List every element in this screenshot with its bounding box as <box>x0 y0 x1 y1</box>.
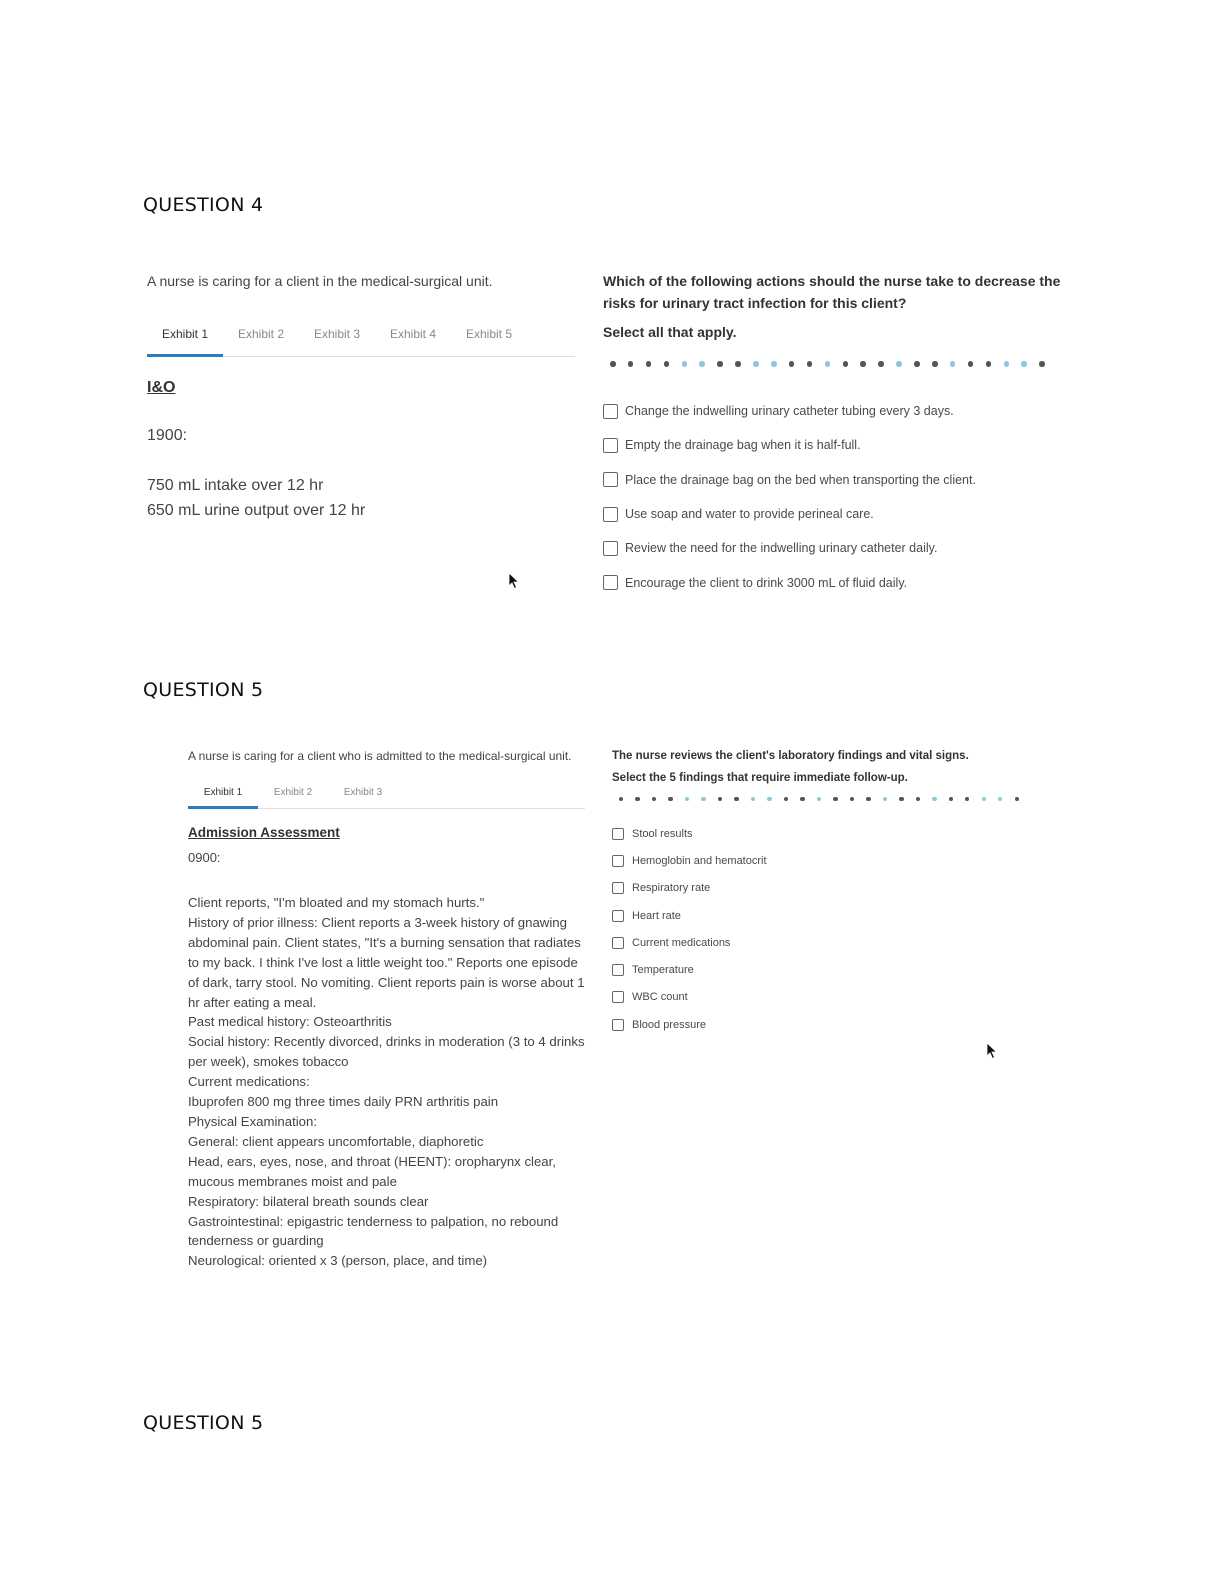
q5-exhibit-line: Client reports, "I'm bloated and my stomach hurts." <box>188 895 485 910</box>
divider-dot <box>866 797 870 801</box>
divider-dot <box>807 361 813 367</box>
divider-dot <box>914 361 920 367</box>
q4-option[interactable] <box>603 463 1073 497</box>
q5-exhibit-lines <box>188 893 585 1271</box>
q5-intro: A nurse is caring for a client who is admitted to the medical-surgical unit. <box>188 749 572 763</box>
q5-option[interactable] <box>612 820 1042 847</box>
divider-dot <box>1021 361 1027 367</box>
option-label: Stool results <box>632 827 693 840</box>
q4-exhibit-lines <box>147 473 575 523</box>
divider-dot <box>878 361 884 367</box>
divider-dot <box>699 361 705 367</box>
q4-tab-exhibit-2[interactable]: Exhibit 2 <box>237 327 285 341</box>
mouse-cursor-icon <box>508 572 520 590</box>
divider-dot <box>767 797 771 801</box>
checkbox[interactable] <box>603 438 618 453</box>
checkbox[interactable] <box>603 472 618 487</box>
q5-option[interactable] <box>612 956 1042 983</box>
q4-option[interactable] <box>603 565 1073 599</box>
divider-dot <box>950 361 956 367</box>
divider-dot <box>753 361 759 367</box>
divider-dot <box>968 361 974 367</box>
divider-dot <box>1004 361 1010 367</box>
q4-exhibit-line: 750 mL intake over 12 hr <box>147 477 324 494</box>
q5-option[interactable] <box>612 902 1042 929</box>
checkbox[interactable] <box>612 855 624 867</box>
checkbox[interactable] <box>612 828 624 840</box>
option-label: Change the indwelling urinary catheter tubing every 3 days. <box>625 404 954 419</box>
q4-option[interactable] <box>603 394 1073 428</box>
divider-dot <box>1015 797 1019 801</box>
q5-option[interactable] <box>612 847 1042 874</box>
q4-option[interactable] <box>603 531 1073 565</box>
divider-dot <box>771 361 777 367</box>
q5-exhibit-tabs <box>188 778 585 809</box>
option-label: Heart rate <box>632 909 681 922</box>
option-label: Place the drainage bag on the bed when transporting the client. <box>625 472 976 487</box>
divider-dot <box>735 361 741 367</box>
q5-exhibit-line: Current medications: <box>188 1074 310 1090</box>
checkbox[interactable] <box>612 910 624 922</box>
divider-dot <box>986 361 992 367</box>
divider-dot <box>619 797 623 801</box>
q5-exhibit-title: Admission Assessment <box>188 825 340 840</box>
q4-intro: A nurse is caring for a client in the medical-surgical unit. <box>147 273 493 289</box>
option-label: Use soap and water to provide perineal care. <box>625 507 874 522</box>
option-label: Encourage the client to drink 3000 mL of fluid daily. <box>625 575 908 590</box>
q4-exhibit-line: 650 mL urine output over 12 hr <box>147 502 366 519</box>
q5-exhibit-line: General: client appears uncomfortable, diaphoretic <box>188 1133 484 1149</box>
q5-option[interactable] <box>612 875 1042 902</box>
q5-exhibit-line: Neurological: oriented x 3 (person, place, and time) <box>188 1253 488 1269</box>
divider-dot <box>664 361 670 367</box>
q4-question-pane <box>603 270 1073 600</box>
q4-exhibit-pane <box>147 270 575 523</box>
q4-exhibit-time: 1900: <box>147 427 188 444</box>
question-4-heading: QUESTION 4 <box>143 194 264 216</box>
divider-dot <box>610 361 616 367</box>
divider-dot <box>668 797 672 801</box>
q5-exhibit-line: Physical Examination: <box>188 1113 318 1129</box>
q5-exhibit-line: Gastrointestinal: epigastric tenderness to palpation, no rebound tenderness or guarding <box>188 1213 559 1249</box>
q5-tab-exhibit-2[interactable]: Exhibit 2 <box>273 787 313 798</box>
checkbox[interactable] <box>603 404 618 419</box>
divider-dot <box>949 797 953 801</box>
divider-dot <box>717 361 723 367</box>
checkbox[interactable] <box>612 882 624 894</box>
q4-exhibit-tabs <box>147 312 575 357</box>
q5-question-stem: The nurse reviews the client's laboratory findings and vital signs. <box>612 750 969 762</box>
q4-option[interactable] <box>603 428 1073 462</box>
divider-dot <box>932 361 938 367</box>
divider-dot <box>883 797 887 801</box>
divider-dot <box>860 361 866 367</box>
checkbox[interactable] <box>612 964 624 976</box>
q4-tab-exhibit-4[interactable]: Exhibit 4 <box>389 327 437 341</box>
q4-tab-exhibit-1[interactable]: Exhibit 1 <box>147 312 223 357</box>
option-label: Review the need for the indwelling urinary catheter daily. <box>625 541 938 556</box>
checkbox[interactable] <box>603 541 618 556</box>
q4-question-stem: Which of the following actions should the nurse take to decrease the risks for urinary tract infection for this client? <box>603 273 1061 311</box>
q5-option[interactable] <box>612 1011 1042 1038</box>
q4-dot-divider <box>603 360 1073 368</box>
divider-dot <box>800 797 804 801</box>
checkbox[interactable] <box>603 575 618 590</box>
q5-tab-exhibit-3[interactable]: Exhibit 3 <box>343 787 383 798</box>
q4-tab-exhibit-3[interactable]: Exhibit 3 <box>313 327 361 341</box>
checkbox[interactable] <box>603 507 618 522</box>
divider-dot <box>718 797 722 801</box>
q5-option[interactable] <box>612 984 1042 1011</box>
q5-exhibit-line: Head, ears, eyes, nose, and throat (HEENT): oropharynx clear, mucous membranes moist and pale <box>188 1153 556 1189</box>
q5-exhibit-pane <box>188 746 585 1271</box>
q4-exhibit-title: I&O <box>147 379 176 396</box>
divider-dot <box>817 797 821 801</box>
q4-instruction: Select all that apply. <box>603 324 737 340</box>
q5-exhibit-time: 0900: <box>188 850 221 865</box>
divider-dot <box>932 797 936 801</box>
q5-option[interactable] <box>612 929 1042 956</box>
checkbox[interactable] <box>612 991 624 1003</box>
q4-tab-exhibit-5[interactable]: Exhibit 5 <box>465 327 513 341</box>
q4-options <box>603 394 1073 600</box>
divider-dot <box>635 797 639 801</box>
q5-exhibit-line: Respiratory: bilateral breath sounds clear <box>188 1193 429 1209</box>
divider-dot <box>825 361 831 367</box>
divider-dot <box>734 797 738 801</box>
option-label: Empty the drainage bag when it is half-full. <box>625 438 861 453</box>
checkbox[interactable] <box>612 937 624 949</box>
q5-question-pane <box>612 746 1042 1038</box>
option-label: Current medications <box>632 936 731 949</box>
divider-dot <box>833 797 837 801</box>
divider-dot <box>916 797 920 801</box>
divider-dot <box>784 797 788 801</box>
q5-options <box>612 820 1042 1038</box>
q5-exhibit-line: Social history: Recently divorced, drinks in moderation (3 to 4 drinks per week), smokes tobacco <box>188 1034 585 1070</box>
divider-dot <box>998 797 1002 801</box>
q5-tab-exhibit-1[interactable]: Exhibit 1 <box>188 778 258 809</box>
divider-dot <box>899 797 903 801</box>
divider-dot <box>685 797 689 801</box>
q5-exhibit-line: History of prior illness: Client reports a 3-week history of gnawing abdominal pain. Client states, "It's a burning sensation that radiates to my back. I think I've lost a little weight too." Reports one episode of dark, tarry stool. No vomiting. Client reports pain is worse about 1 hr after eating a meal. <box>188 914 585 1010</box>
mouse-cursor-icon <box>986 1042 998 1060</box>
divider-dot <box>628 361 634 367</box>
divider-dot <box>682 361 688 367</box>
option-label: Blood pressure <box>632 1018 706 1031</box>
question-5-heading: QUESTION 5 <box>143 679 264 701</box>
option-label: Temperature <box>632 964 694 977</box>
checkbox[interactable] <box>612 1019 624 1031</box>
divider-dot <box>652 797 656 801</box>
divider-dot <box>646 361 652 367</box>
divider-dot <box>701 797 705 801</box>
q5-dot-divider <box>612 796 1042 802</box>
divider-dot <box>789 361 795 367</box>
divider-dot <box>965 797 969 801</box>
q5-instruction: Select the 5 findings that require immediate follow-up. <box>612 772 908 784</box>
q4-option[interactable] <box>603 497 1073 531</box>
q5-exhibit-line: Ibuprofen 800 mg three times daily PRN arthritis pain <box>188 1094 499 1110</box>
divider-dot <box>896 361 902 367</box>
option-label: WBC count <box>632 991 688 1004</box>
divider-dot <box>850 797 854 801</box>
divider-dot <box>843 361 849 367</box>
option-label: Hemoglobin and hematocrit <box>632 854 767 867</box>
option-label: Respiratory rate <box>632 882 711 895</box>
divider-dot <box>751 797 755 801</box>
question-5-heading-repeat: QUESTION 5 <box>143 1412 264 1434</box>
q5-exhibit-line: Past medical history: Osteoarthritis <box>188 1014 392 1030</box>
divider-dot <box>1039 361 1045 367</box>
divider-dot <box>982 797 986 801</box>
